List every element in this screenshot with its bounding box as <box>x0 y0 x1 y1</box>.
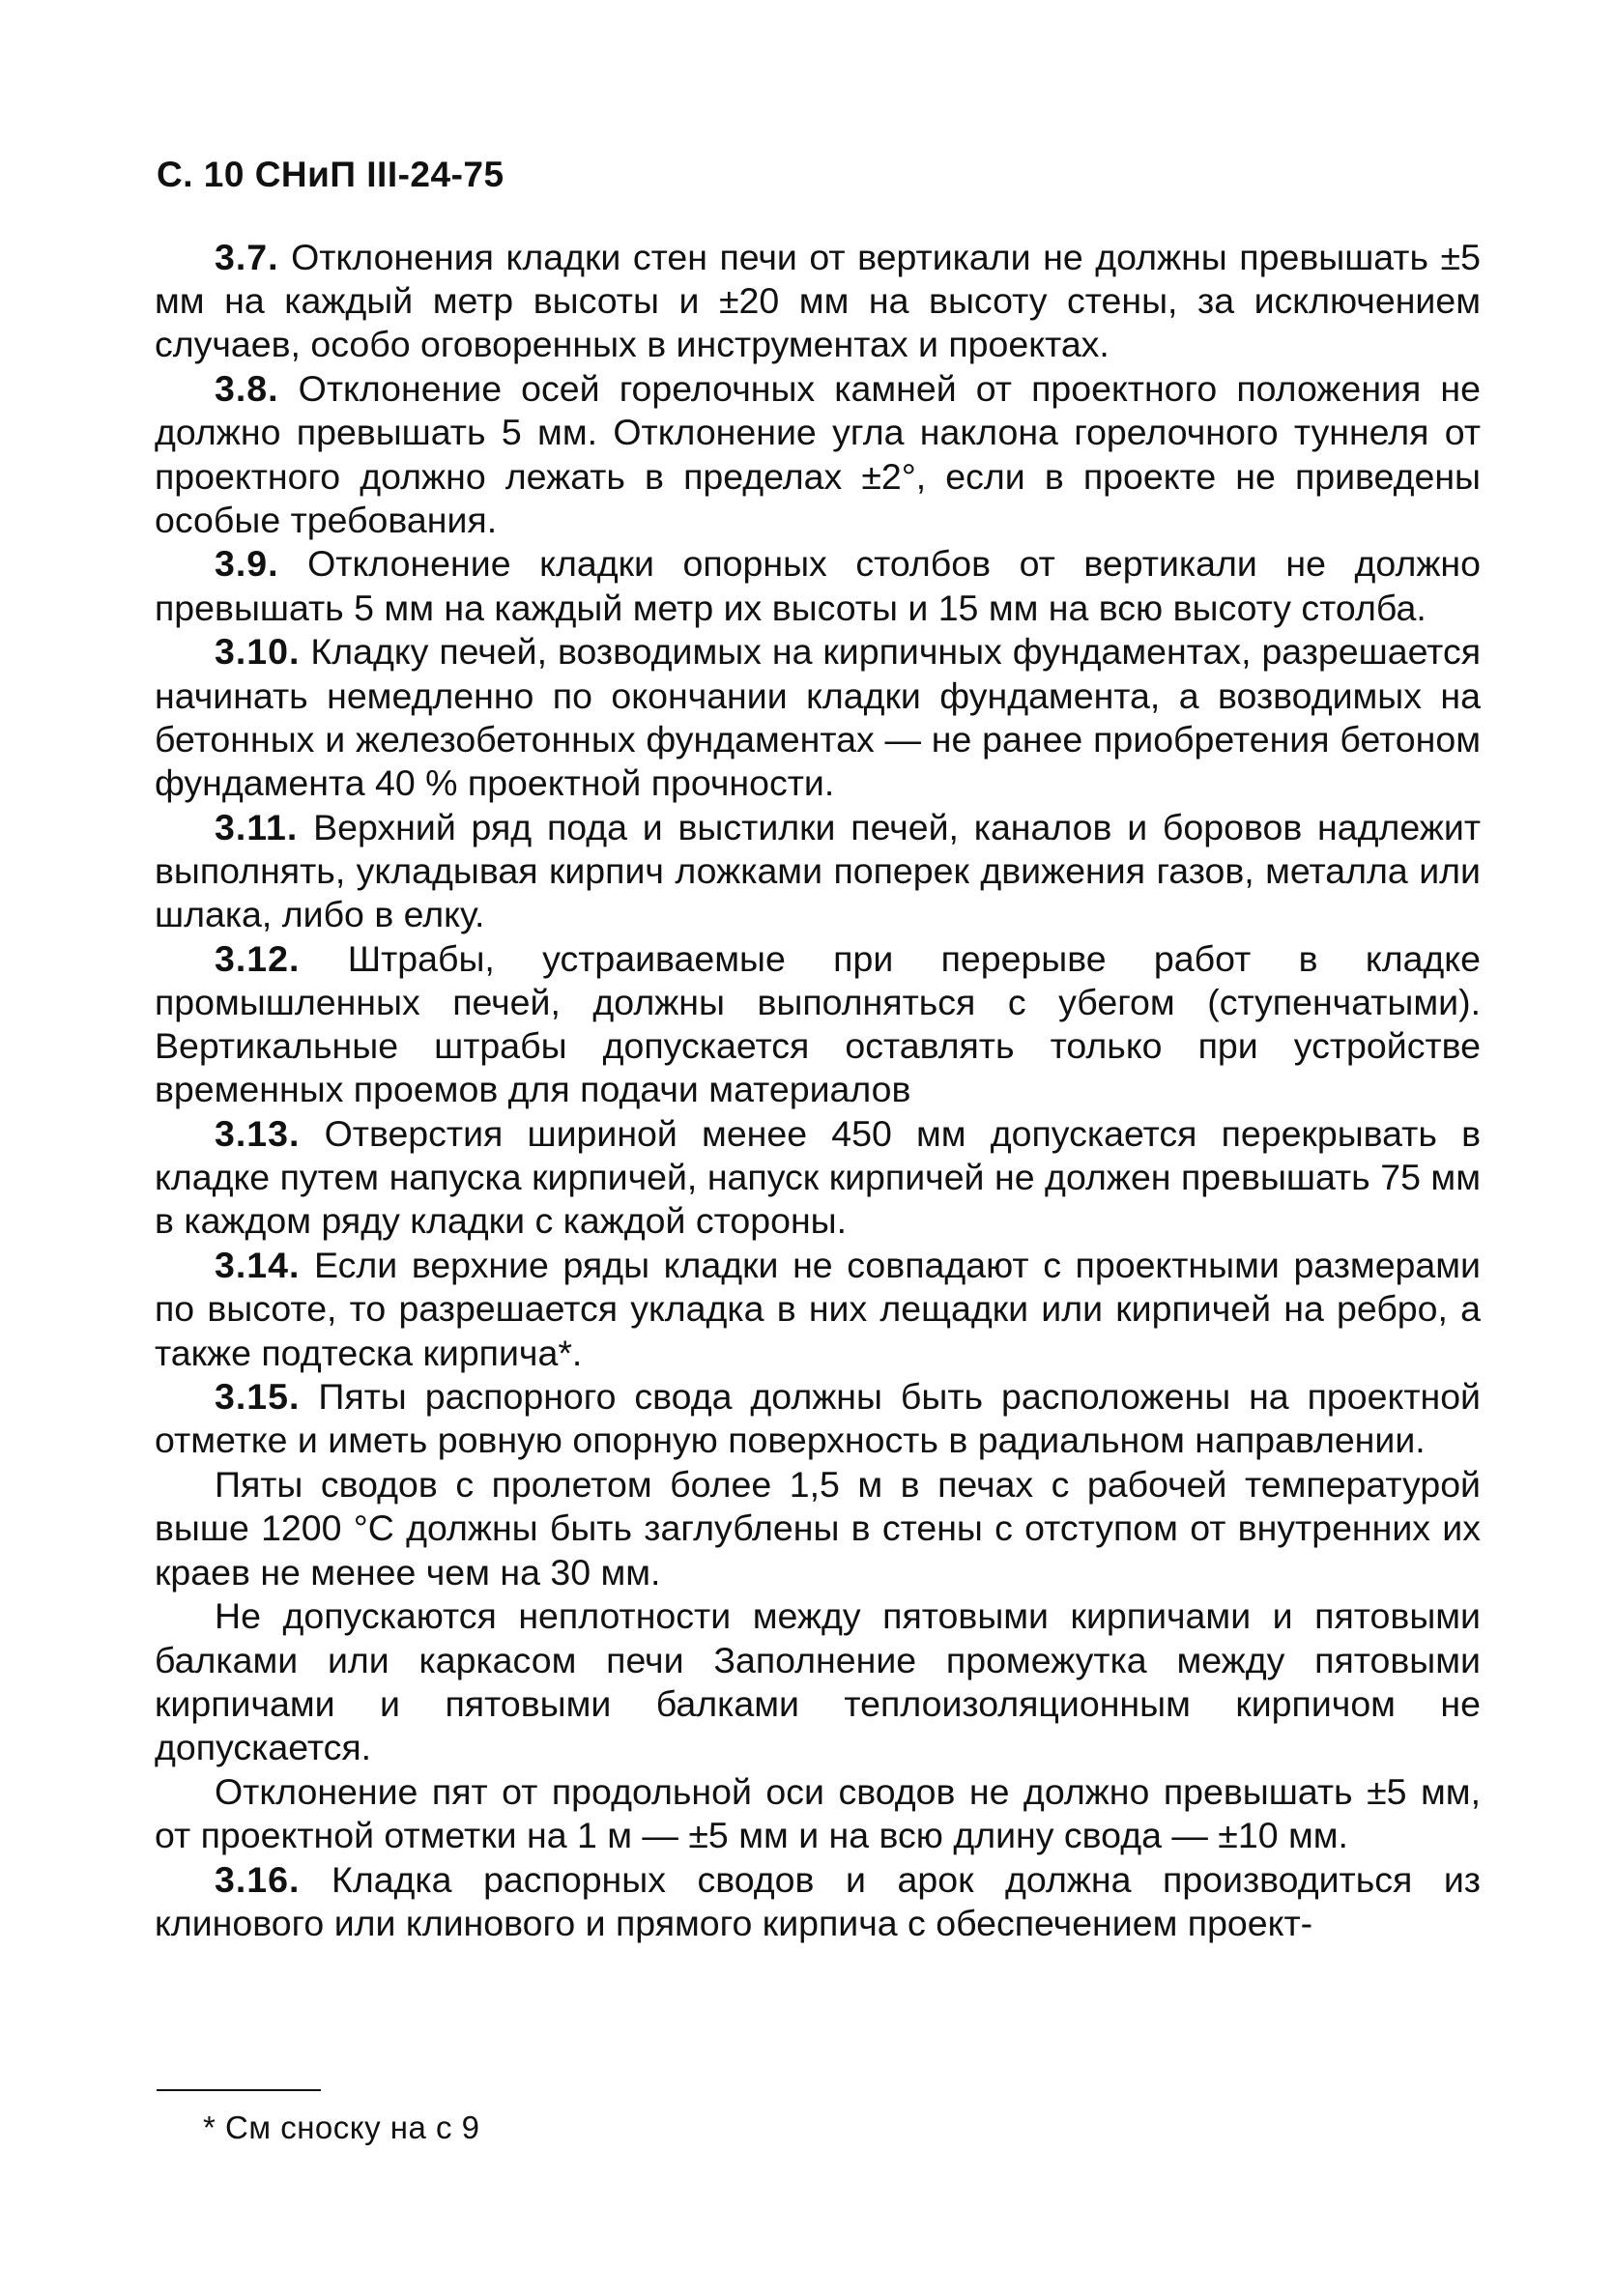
paragraph-3-7 <box>155 236 1481 367</box>
clause-text: Пяты распорного свода должны быть расположены на проектной отметке и иметь ровную опорную поверхность в радиальном направлении. <box>155 1376 1482 1461</box>
page-header: С. 10 СНиП III-24-75 <box>157 155 504 194</box>
clause-number: 3.11. <box>215 806 299 847</box>
paragraph-3-16 <box>155 1858 1481 1945</box>
clause-number: 3.10. <box>215 631 301 673</box>
paragraph-3-10 <box>155 630 1481 805</box>
clause-text: Отклонения кладки стен печи от вертикали не должны превышать ±5 мм на каждый метр высоты и ±20 мм на высоту стены, за исключением случаев, особо оговоренных в инструментах и проектах. <box>155 237 1481 365</box>
footnote: * См сноску на с 9 <box>203 2109 480 2145</box>
clause-number: 3.15. <box>215 1376 301 1418</box>
clause-text: Кладка распорных сводов и арок должна производиться из клинового или клинового и прямого кирпича с обеспечением проект- <box>155 1858 1482 1943</box>
clause-number: 3.8. <box>215 368 279 410</box>
paragraph-3-12 <box>155 937 1481 1112</box>
clause-text: Не допускаются неплотности между пятовыми кирпичами и пятовыми балками или каркасом печи Заполнение промежутка между пятовыми кирпичами и пятовыми балками теплоизоляционным кирпичом не допускается. <box>155 1595 1481 1767</box>
clause-text: Пяты сводов с пролетом более 1,5 м в печах с рабочей температурой выше 1200 °С должны быть заглублены в стены с отступом от внутренних их краев не менее чем на 30 мм. <box>155 1464 1481 1593</box>
document-body <box>155 236 1481 1945</box>
clause-text: Штрабы, устраиваемые при перерыве работ в кладке промышленных печей, должны выполняться с убегом (ступенчатыми). Вертикальные штрабы допускается оставлять только при устройстве временных проемов для подачи материалов <box>155 937 1481 1110</box>
clause-text: Если верхние ряды кладки не совпадают с проектными размерами по высоте, то разрешается укладка в них лещадки или кирпичей на ребро, а также подтеска кирпича*. <box>155 1245 1481 1373</box>
paragraph-3-11 <box>155 806 1481 937</box>
clause-text: Отклонение осей горелочных камней от проектного положения не должно превышать 5 мм. Отклонение угла наклона горелочного туннеля от проектного должно лежать в пределах ±2°, если в проекте не приведены особые требования. <box>155 368 1481 540</box>
paragraph-3-15-c <box>155 1770 1481 1857</box>
clause-number: 3.12. <box>215 937 301 979</box>
clause-text: Кладку печей, возводимых на кирпичных фундаментах, разрешается начинать немедленно по окончании кладки фундамента, а возводимых на бетонных и железобетонных фундаментах — не ранее приобретения бетоном фундамента 40 % проектной прочности. <box>155 631 1481 803</box>
paragraph-3-15-a <box>155 1463 1481 1594</box>
paragraph-3-13 <box>155 1112 1481 1244</box>
paragraph-3-15-b <box>155 1594 1481 1769</box>
clause-text: Отклонение кладки опорных столбов от вертикали не должно превышать 5 мм на каждый метр их высоты и 15 мм на всю высоту столба. <box>155 543 1481 628</box>
clause-text: Верхний ряд пода и выстилки печей, каналов и боровов надлежит выполнять, укладывая кирпич ложками поперек движения газов, металла или шлака, либо в елку. <box>155 806 1482 935</box>
clause-text: Отклонение пят от продольной оси сводов не должно превышать ±5 мм, от проектной отметки на 1 м — ±5 мм и на всю длину свода — ±10 мм. <box>155 1770 1481 1855</box>
clause-number: 3.7. <box>215 237 279 277</box>
paragraph-3-8 <box>155 367 1481 542</box>
paragraph-3-15 <box>155 1375 1481 1462</box>
clause-number: 3.9. <box>215 543 279 585</box>
clause-text: Отверстия шириной менее 450 мм допускается перекрывать в кладке путем напуска кирпичей, напуск кирпичей не должен превышать 75 мм в каждом ряду кладки с каждой стороны. <box>155 1113 1481 1242</box>
footnote-divider <box>157 2089 321 2091</box>
clause-number: 3.13. <box>215 1113 301 1155</box>
clause-number: 3.16. <box>215 1858 301 1900</box>
clause-number: 3.14. <box>215 1245 301 1286</box>
paragraph-3-9 <box>155 542 1481 629</box>
paragraph-3-14 <box>155 1244 1481 1375</box>
